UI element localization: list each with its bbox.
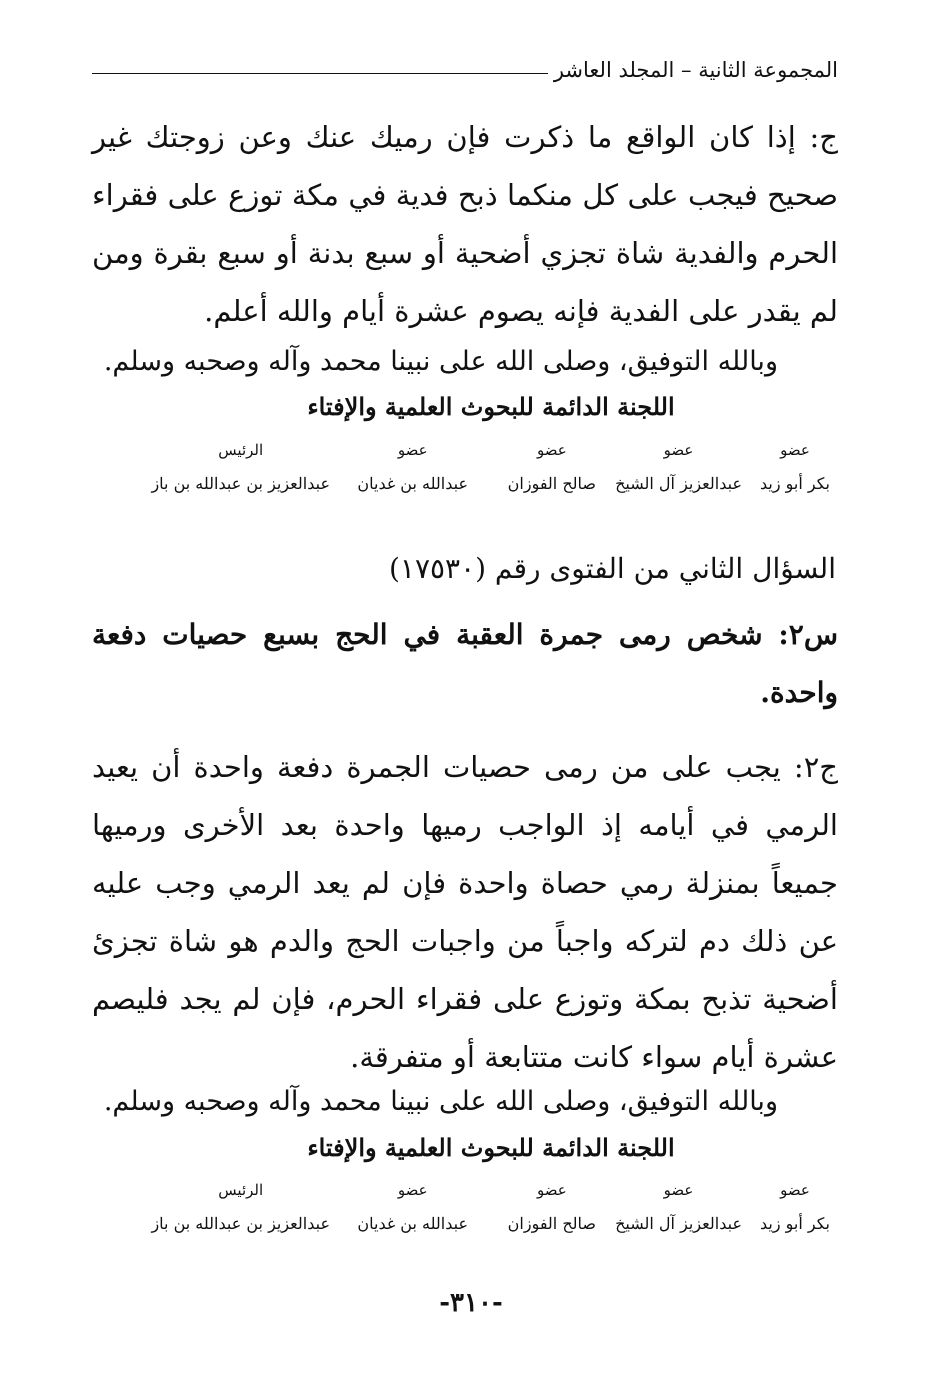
signature-role: عضو: [663, 441, 694, 459]
signature-role: الرئيس: [218, 441, 264, 459]
signature-role: عضو: [780, 1181, 810, 1199]
signature-role: عضو: [780, 441, 810, 459]
signature-name: بكر أبو زيد: [759, 1214, 830, 1233]
signature-name: عبدالعزيز آل الشيخ: [615, 474, 742, 493]
running-header: [92, 50, 838, 90]
answer-1-paragraph: ج: إذا كان الواقع ما ذكرت فإن رميك عنك وعن زوجتك غير صحيح فيجب على كل منكما ذبح فدية في مكة توزع على فقراء الحرم والفدية شاة تجزي أضحية أو سبع بدنة أو سبع بقرة ومن لم يقدر على الفدية فإنه يصوم عشرة أيام والله أعلم.: [92, 120, 838, 328]
signature-member: [760, 440, 830, 494]
signature-name: عبدالعزيز بن عبدالله بن باز: [151, 1214, 330, 1233]
signature-member: [357, 1180, 468, 1234]
signature-role: عضو: [536, 1181, 567, 1199]
signature-name: صالح الفوزان: [507, 474, 596, 493]
committee-name-2: اللجنة الدائمة للبحوث العلمية والإفتاء: [307, 1133, 675, 1162]
question-2: س٢: شخص رمى جمرة العقبة في الحج بسبع حصيات دفعة واحدة.: [92, 618, 838, 709]
signature-member: [151, 1180, 330, 1234]
signature-block-1: [130, 440, 830, 520]
page-number: -٣١٠-: [439, 1288, 503, 1318]
signature-role: عضو: [397, 1181, 428, 1199]
signature-member: [357, 440, 468, 494]
signature-member: [615, 440, 742, 494]
signature-name: بكر أبو زيد: [759, 474, 830, 493]
signature-role: الرئيس: [218, 1181, 264, 1199]
signature-name: صالح الفوزان: [507, 1214, 596, 1233]
signature-name: عبدالعزيز آل الشيخ: [615, 1214, 742, 1233]
signature-member: [615, 1180, 742, 1234]
signature-member: [760, 1180, 830, 1234]
signature-role: عضو: [536, 441, 567, 459]
signature-member: [508, 440, 596, 494]
signature-role: عضو: [663, 1181, 694, 1199]
signature-member: [508, 1180, 596, 1234]
header-rule: [92, 73, 548, 74]
signature-role: عضو: [397, 441, 428, 459]
signature-name: عبدالعزيز بن عبدالله بن باز: [151, 474, 330, 493]
signature-member: [151, 440, 330, 494]
closing-prayer-1: وبالله التوفيق، وصلى الله على نبينا محمد وآله وصحبه وسلم.: [103, 346, 778, 377]
closing-prayer-2: وبالله التوفيق، وصلى الله على نبينا محمد وآله وصحبه وسلم.: [103, 1086, 778, 1117]
signature-name: عبدالله بن غديان: [357, 1214, 468, 1233]
answer-2-paragraph: ج٢: يجب على من رمى حصيات الجمرة دفعة واحدة أن يعيد الرمي في أيامه إذ الواجب رميها واحدة بعد الأخرى ورميها جميعاً بمنزلة رمي حصاة واحدة فإن لم يعد الرمي وجب عليه عن ذلك دم لتركه واجباً من واجبات الحج والدم هو شاة تجزئ أضحية تذبح بمكة وتوزع على فقراء الحرم، فإن لم يجد فليصم عشرة أيام سواء كانت متتابعة أو متفرقة.: [92, 750, 838, 1074]
running-title: المجموعة الثانية – المجلد العاشر: [553, 58, 838, 82]
signature-block-2: [130, 1180, 830, 1260]
committee-name-1: اللجنة الدائمة للبحوث العلمية والإفتاء: [307, 392, 675, 421]
question-title: السؤال الثاني من الفتوى رقم (١٧٥٣٠): [388, 552, 836, 585]
signature-name: عبدالله بن غديان: [357, 474, 468, 493]
